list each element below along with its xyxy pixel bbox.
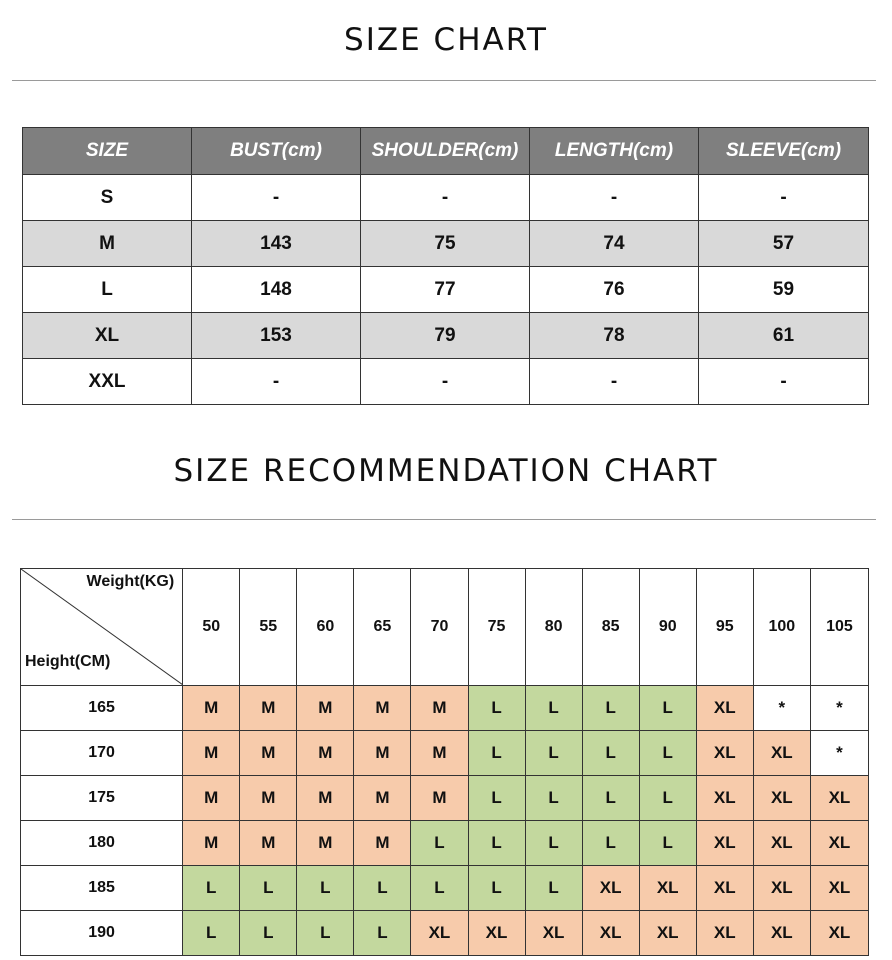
recommended-size-cell: L	[468, 821, 525, 866]
recommended-size-cell: L	[525, 776, 582, 821]
size-row	[23, 359, 869, 405]
measurement-cell: 153	[192, 313, 361, 359]
recommended-size-cell: L	[582, 776, 639, 821]
recommended-size-cell: L	[582, 821, 639, 866]
height-label-cell: 175	[21, 776, 183, 821]
measurement-cell: 78	[530, 313, 699, 359]
height-row	[21, 821, 869, 866]
corner-cell	[21, 569, 183, 686]
recommended-size-cell: XL	[753, 731, 810, 776]
recommended-size-cell: L	[297, 911, 354, 956]
weight-header-cell: 80	[525, 569, 582, 686]
weight-header-cell: 60	[297, 569, 354, 686]
recommended-size-cell: M	[183, 686, 240, 731]
recommended-size-cell: L	[354, 911, 411, 956]
measurement-cell: -	[530, 175, 699, 221]
recommendation-chart-table	[20, 568, 869, 956]
measurement-cell: 76	[530, 267, 699, 313]
weight-header-cell: 55	[240, 569, 297, 686]
size-row	[23, 221, 869, 267]
measurement-cell: -	[361, 175, 530, 221]
recommended-size-cell: XL	[810, 866, 868, 911]
recommended-size-cell: M	[240, 686, 297, 731]
header-shoulder: SHOULDER(cm)	[361, 128, 530, 175]
recommended-size-cell: M	[183, 731, 240, 776]
recommended-size-cell: XL	[696, 911, 753, 956]
measurement-cell: -	[361, 359, 530, 405]
recommended-size-cell: M	[411, 776, 468, 821]
measurement-cell: -	[192, 359, 361, 405]
recommended-size-cell: XL	[639, 866, 696, 911]
recommended-size-cell: M	[354, 686, 411, 731]
recommended-size-cell: L	[468, 866, 525, 911]
recommended-size-cell: XL	[696, 731, 753, 776]
height-label-cell: 180	[21, 821, 183, 866]
recommended-size-cell: XL	[696, 776, 753, 821]
weight-header-cell: 75	[468, 569, 525, 686]
size-row	[23, 313, 869, 359]
recommended-size-cell: XL	[411, 911, 468, 956]
recommended-size-cell: L	[525, 866, 582, 911]
height-row	[21, 776, 869, 821]
size-chart-header-row	[23, 128, 869, 175]
header-size: SIZE	[23, 128, 192, 175]
recommended-size-cell: XL	[582, 866, 639, 911]
measurement-cell: -	[699, 175, 869, 221]
height-label-cell: 190	[21, 911, 183, 956]
recommended-size-cell: L	[183, 866, 240, 911]
size-label-cell: XXL	[23, 359, 192, 405]
recommended-size-cell: M	[240, 821, 297, 866]
measurement-cell: 79	[361, 313, 530, 359]
recommended-size-cell: L	[411, 866, 468, 911]
recommendation-chart-title: SIZE RECOMMENDATION CHART	[173, 453, 719, 489]
recommended-size-cell: M	[297, 731, 354, 776]
recommended-size-cell: *	[810, 731, 868, 776]
recommended-size-cell: L	[525, 821, 582, 866]
weight-header-cell: 100	[753, 569, 810, 686]
size-row	[23, 267, 869, 313]
height-row	[21, 911, 869, 956]
measurement-cell: 148	[192, 267, 361, 313]
size-row	[23, 175, 869, 221]
measurement-cell: 75	[361, 221, 530, 267]
recommended-size-cell: L	[582, 686, 639, 731]
header-sleeve: SLEEVE(cm)	[699, 128, 869, 175]
weight-header-cell: 85	[582, 569, 639, 686]
height-label-cell: 185	[21, 866, 183, 911]
recommended-size-cell: M	[183, 776, 240, 821]
height-row	[21, 686, 869, 731]
recommended-size-cell: XL	[753, 911, 810, 956]
recommended-size-cell: M	[297, 686, 354, 731]
recommended-size-cell: M	[183, 821, 240, 866]
recommended-size-cell: M	[411, 686, 468, 731]
recommended-size-cell: M	[354, 731, 411, 776]
measurement-cell: -	[530, 359, 699, 405]
recommended-size-cell: *	[753, 686, 810, 731]
recommended-size-cell: M	[240, 776, 297, 821]
recommended-size-cell: L	[468, 731, 525, 776]
height-row	[21, 866, 869, 911]
measurement-cell: 77	[361, 267, 530, 313]
header-bust: BUST(cm)	[192, 128, 361, 175]
recommended-size-cell: XL	[810, 911, 868, 956]
recommended-size-cell: L	[183, 911, 240, 956]
size-chart-table	[22, 127, 869, 405]
recommended-size-cell: XL	[582, 911, 639, 956]
weight-header-cell: 70	[411, 569, 468, 686]
recommended-size-cell: L	[639, 821, 696, 866]
size-label-cell: L	[23, 267, 192, 313]
title-divider	[12, 519, 876, 520]
recommended-size-cell: XL	[468, 911, 525, 956]
recommended-size-cell: M	[354, 776, 411, 821]
size-label-cell: S	[23, 175, 192, 221]
weight-header-cell: 65	[354, 569, 411, 686]
size-label-cell: XL	[23, 313, 192, 359]
recommended-size-cell: L	[639, 731, 696, 776]
recommended-size-cell: L	[582, 731, 639, 776]
recommended-size-cell: XL	[810, 776, 868, 821]
recommended-size-cell: L	[240, 866, 297, 911]
recommended-size-cell: XL	[753, 821, 810, 866]
recommended-size-cell: XL	[525, 911, 582, 956]
measurement-cell: 57	[699, 221, 869, 267]
weight-axis-label: Weight(KG)	[86, 573, 175, 590]
height-label-cell: 170	[21, 731, 183, 776]
recommended-size-cell: L	[411, 821, 468, 866]
recommended-size-cell: L	[354, 866, 411, 911]
measurement-cell: 143	[192, 221, 361, 267]
weight-header-row	[21, 569, 869, 686]
measurement-cell: -	[192, 175, 361, 221]
header-length: LENGTH(cm)	[530, 128, 699, 175]
recommended-size-cell: M	[297, 821, 354, 866]
size-label-cell: M	[23, 221, 192, 267]
recommended-size-cell: L	[468, 686, 525, 731]
recommended-size-cell: L	[297, 866, 354, 911]
recommended-size-cell: M	[411, 731, 468, 776]
recommended-size-cell: L	[525, 686, 582, 731]
measurement-cell: 59	[699, 267, 869, 313]
recommended-size-cell: XL	[810, 821, 868, 866]
recommended-size-cell: M	[354, 821, 411, 866]
weight-header-cell: 50	[183, 569, 240, 686]
recommended-size-cell: M	[297, 776, 354, 821]
recommended-size-cell: XL	[696, 821, 753, 866]
weight-header-cell: 95	[696, 569, 753, 686]
height-row	[21, 731, 869, 776]
recommended-size-cell: L	[240, 911, 297, 956]
recommended-size-cell: L	[639, 686, 696, 731]
recommended-size-cell: *	[810, 686, 868, 731]
measurement-cell: 74	[530, 221, 699, 267]
recommended-size-cell: L	[525, 731, 582, 776]
measurement-cell: 61	[699, 313, 869, 359]
weight-header-cell: 105	[810, 569, 868, 686]
recommended-size-cell: L	[468, 776, 525, 821]
measurement-cell: -	[699, 359, 869, 405]
recommended-size-cell: XL	[639, 911, 696, 956]
recommended-size-cell: XL	[696, 686, 753, 731]
recommended-size-cell: XL	[753, 866, 810, 911]
recommended-size-cell: L	[639, 776, 696, 821]
weight-header-cell: 90	[639, 569, 696, 686]
recommended-size-cell: XL	[753, 776, 810, 821]
title-divider	[12, 80, 876, 81]
recommended-size-cell: M	[240, 731, 297, 776]
height-axis-label: Height(CM)	[25, 653, 111, 670]
height-label-cell: 165	[21, 686, 183, 731]
recommended-size-cell: XL	[696, 866, 753, 911]
size-chart-title: SIZE CHART	[344, 22, 548, 58]
